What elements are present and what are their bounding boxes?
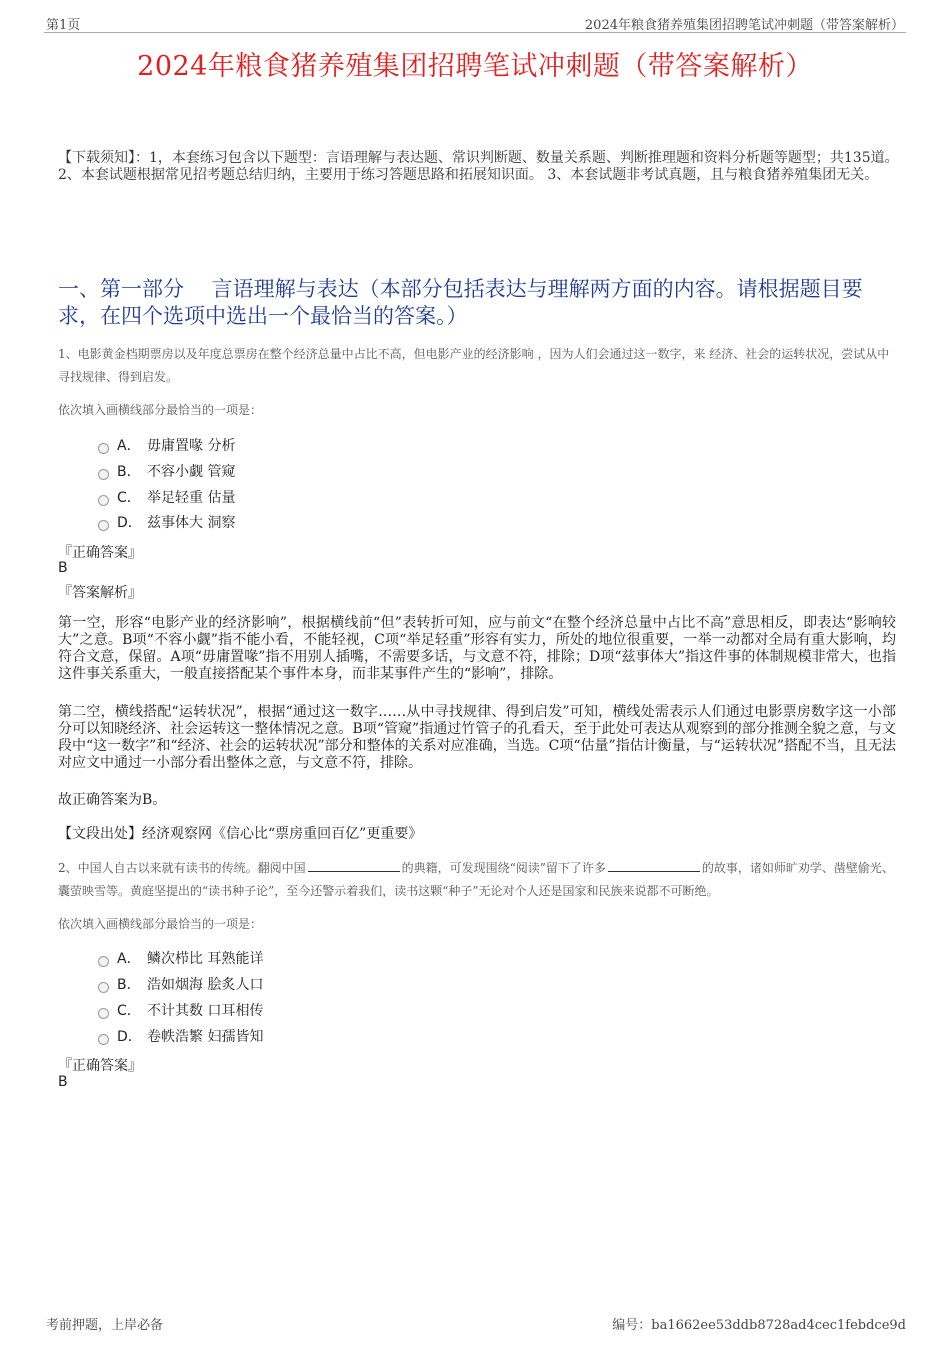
footer-doc-id: 编号：ba1662ee53ddb8728ad4cec1febdce9d xyxy=(612,1318,906,1333)
q2-answer-label: 『正确答案』 xyxy=(58,1058,142,1074)
question-1-prompt: 依次填入画横线部分最恰当的一项是： xyxy=(58,403,263,417)
radio-icon[interactable] xyxy=(98,982,109,993)
q1-analysis-paragraph-1: 第一空，形容“电影产业的经济影响”，根据横线前“但”表转折可知，应与前文“在整个经济总量中占比不高”意思相反，即表达“影响较大”之意。B项“不容小觑”指不能小看，不能轻视，C项“举足轻重”形容有实力，所处的地位很重要，一举一动都对全局有重大影响，均符合文意，保留。A项“毋庸置喙”指不用别人插嘴，不需要多话，与文意不符，排除；D项“兹事体大”指这件事的体制规模非常大，也指这件事关系重大，一般直接搭配某个事件本身，而非某事件产生的“影响”，排除。 xyxy=(58,615,896,682)
q1-answer-label: 『正确答案』 xyxy=(58,545,142,561)
option-letter: B． xyxy=(117,977,141,993)
question-2-prompt: 依次填入画横线部分最恰当的一项是： xyxy=(58,917,263,931)
q2-option-a[interactable] xyxy=(98,948,263,968)
q1-answer: B xyxy=(58,560,68,576)
q1-analysis-paragraph-2: 第二空，横线搭配“运转状况”，根据“通过这一数字……从中寻找规律、得到启发”可知，横线处需表示人们通过电影票房数字这一小部分可以知晓经济、社会运转这一整体情况之意。B项“管窥”指通过竹管子的孔看天，至于此处可表达从观察到的部分推测全貌之意，与文段中“这一数字”和“经济、社会的运转状况”部分和整体的关系对应准确，当选。C项“估量”指估计衡量，与“运转状况”搭配不当，且无法对应文中通过一小部分看出整体之意，与文意不符，排除。 xyxy=(58,704,896,771)
option-text: 鳞次栉比 耳熟能详 xyxy=(147,951,264,967)
radio-icon[interactable] xyxy=(98,1008,109,1019)
q1-analysis-label: 『答案解析』 xyxy=(58,585,142,601)
q2-option-c[interactable] xyxy=(98,1000,263,1020)
q1-conclusion: 故正确答案为B。 xyxy=(58,792,167,808)
q1-option-b[interactable] xyxy=(98,461,235,481)
header-doc-title: 2024年粮食猪养殖集团招聘笔试冲刺题（带答案解析） xyxy=(584,18,904,33)
q1-source: 【文段出处】经济观察网《信心比“票房重回百亿”更重要》 xyxy=(58,826,423,842)
footer-slogan: 考前押题，上岸必备 xyxy=(46,1318,164,1333)
option-text: 举足轻重 估量 xyxy=(147,490,236,506)
page-title: 2024年粮食猪养殖集团招聘笔试冲刺题（带答案解析） xyxy=(137,51,813,82)
q2-text-part-3: 的故事，诸如师旷劝学、凿壁偷光、囊萤映雪等。黄庭坚提出的“读书种子论”，至今还警示着我们，读书这颗“种子”无论对个人还是国家和民族来说都不可断绝。 xyxy=(58,861,894,898)
download-notice: 【下载须知】：1，本套练习包含以下题型：言语理解与表达题、常识判断题、数量关系题、判断推理题和资料分析题等题型；共135道。 2、本套试题根据常见招考题总结归纳，主要用于练习答题思路和拓展知识面。 3、本套试题非考试真题，且与粮食猪养殖集团无关。 xyxy=(58,150,899,183)
radio-icon[interactable] xyxy=(98,956,109,967)
option-letter: D． xyxy=(117,515,142,531)
option-text: 卷帙浩繁 妇孺皆知 xyxy=(147,1029,264,1045)
q2-option-b[interactable] xyxy=(98,974,263,994)
option-text: 兹事体大 洞察 xyxy=(147,515,236,531)
q1-option-a[interactable] xyxy=(98,435,235,455)
radio-icon[interactable] xyxy=(98,495,109,506)
radio-icon[interactable] xyxy=(98,520,109,531)
fill-blank xyxy=(608,860,700,872)
q1-option-d[interactable] xyxy=(98,512,235,532)
question-2-text xyxy=(58,857,900,903)
option-text: 毋庸置喙 分析 xyxy=(147,438,236,454)
question-1-text: 1、电影黄金档期票房以及年度总票房在整个经济总量中占比不高，但电影产业的经济影响 ，因为人们会通过这一数字，来 经济、社会的运转状况，尝试从中寻找规律、得到启发。 xyxy=(58,347,890,384)
radio-icon[interactable] xyxy=(98,1034,109,1045)
option-letter: C． xyxy=(117,1003,141,1019)
header-divider xyxy=(44,32,906,33)
radio-icon[interactable] xyxy=(98,443,109,454)
fill-blank xyxy=(308,860,400,872)
option-letter: B． xyxy=(117,464,141,480)
option-text: 不容小觑 管窥 xyxy=(147,464,236,480)
option-text: 不计其数 口耳相传 xyxy=(147,1003,264,1019)
q2-text-part-2: 的典籍，可发现围绕“阅读”留下了许多 xyxy=(401,861,606,875)
radio-icon[interactable] xyxy=(98,469,109,480)
option-letter: A． xyxy=(117,951,141,967)
page-number: 第1页 xyxy=(46,18,81,33)
q2-answer: B xyxy=(58,1074,68,1090)
option-letter: C． xyxy=(117,490,141,506)
section-title: 一、第一部分 言语理解与表达（本部分包括表达与理解两方面的内容。请根据题目要求，在四个选项中选出一个最恰当的答案。） xyxy=(58,277,863,328)
option-text: 浩如烟海 脍炙人口 xyxy=(147,977,264,993)
q2-text-part-1: 2、中国人自古以来就有读书的传统。翻阅中国 xyxy=(58,861,306,875)
option-letter: A． xyxy=(117,438,141,454)
option-letter: D． xyxy=(117,1029,142,1045)
q2-option-d[interactable] xyxy=(98,1026,263,1046)
q1-option-c[interactable] xyxy=(98,487,235,507)
